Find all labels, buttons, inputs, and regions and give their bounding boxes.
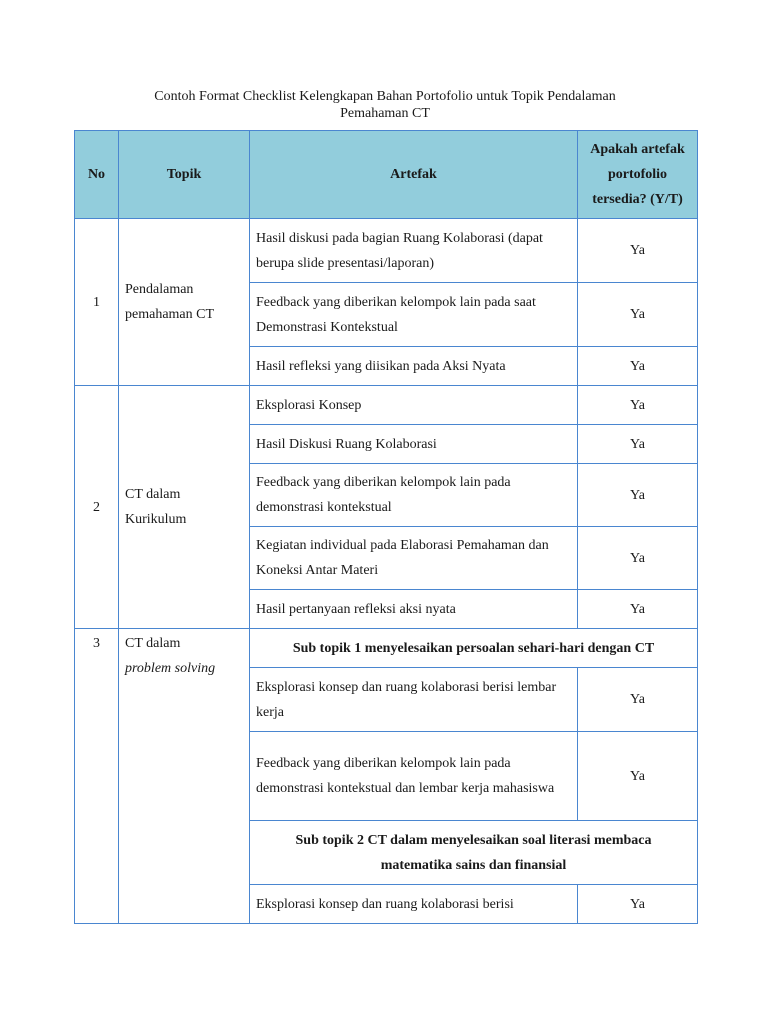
artefact-cell: Eksplorasi Konsep xyxy=(250,386,578,425)
row-number: 1 xyxy=(75,219,119,386)
artefact-cell: Feedback yang diberikan kelompok lain pada saat Demonstrasi Kontekstual xyxy=(250,283,578,347)
header-no: No xyxy=(75,131,119,219)
subtopic-heading: Sub topik 2 CT dalam menyelesaikan soal literasi membaca matematika sains dan finansial xyxy=(250,821,698,885)
artefact-cell: Feedback yang diberikan kelompok lain pada demonstrasi kontekstual xyxy=(250,464,578,527)
row-topic xyxy=(119,629,250,924)
title-line-1: Contoh Format Checklist Kelengkapan Bahan Portofolio untuk Topik Pendalaman xyxy=(154,89,616,104)
status-cell: Ya xyxy=(578,386,698,425)
artefact-cell: Hasil diskusi pada bagian Ruang Kolaborasi (dapat berupa slide presentasi/laporan) xyxy=(250,219,578,283)
status-cell: Ya xyxy=(578,590,698,629)
row-topic-line-2: problem solving xyxy=(125,661,216,676)
row-topic: CT dalam Kurikulum xyxy=(119,386,250,629)
table-row xyxy=(75,629,698,668)
row-number: 2 xyxy=(75,386,119,629)
header-topik: Topik xyxy=(119,131,250,219)
checklist-table xyxy=(74,130,698,924)
status-cell: Ya xyxy=(578,668,698,732)
row-topic-line-1: CT dalam xyxy=(125,636,181,651)
status-cell: Ya xyxy=(578,527,698,590)
row-number: 3 xyxy=(75,629,119,924)
status-cell: Ya xyxy=(578,732,698,821)
status-cell: Ya xyxy=(578,885,698,924)
table-row xyxy=(75,386,698,425)
artefact-cell: Feedback yang diberikan kelompok lain pada demonstrasi kontekstual dan lembar kerja mahasiswa xyxy=(250,732,578,821)
artefact-cell: Hasil refleksi yang diisikan pada Aksi Nyata xyxy=(250,347,578,386)
row-topic: Pendalaman pemahaman CT xyxy=(119,219,250,386)
artefact-cell: Hasil pertanyaan refleksi aksi nyata xyxy=(250,590,578,629)
status-cell: Ya xyxy=(578,425,698,464)
artefact-cell: Eksplorasi konsep dan ruang kolaborasi berisi lembar kerja xyxy=(250,668,578,732)
subtopic-heading: Sub topik 1 menyelesaikan persoalan sehari-hari dengan CT xyxy=(250,629,698,668)
status-cell: Ya xyxy=(578,219,698,283)
header-row xyxy=(75,131,698,219)
artefact-cell: Hasil Diskusi Ruang Kolaborasi xyxy=(250,425,578,464)
status-cell: Ya xyxy=(578,283,698,347)
document-title xyxy=(74,88,696,122)
status-cell: Ya xyxy=(578,464,698,527)
header-tersedia: Apakah artefak portofolio tersedia? (Y/T) xyxy=(578,131,698,219)
header-artefak: Artefak xyxy=(250,131,578,219)
status-cell: Ya xyxy=(578,347,698,386)
artefact-cell: Eksplorasi konsep dan ruang kolaborasi berisi xyxy=(250,885,578,924)
table-row xyxy=(75,219,698,283)
artefact-cell: Kegiatan individual pada Elaborasi Pemahaman dan Koneksi Antar Materi xyxy=(250,527,578,590)
title-line-2: Pemahaman CT xyxy=(340,106,430,121)
